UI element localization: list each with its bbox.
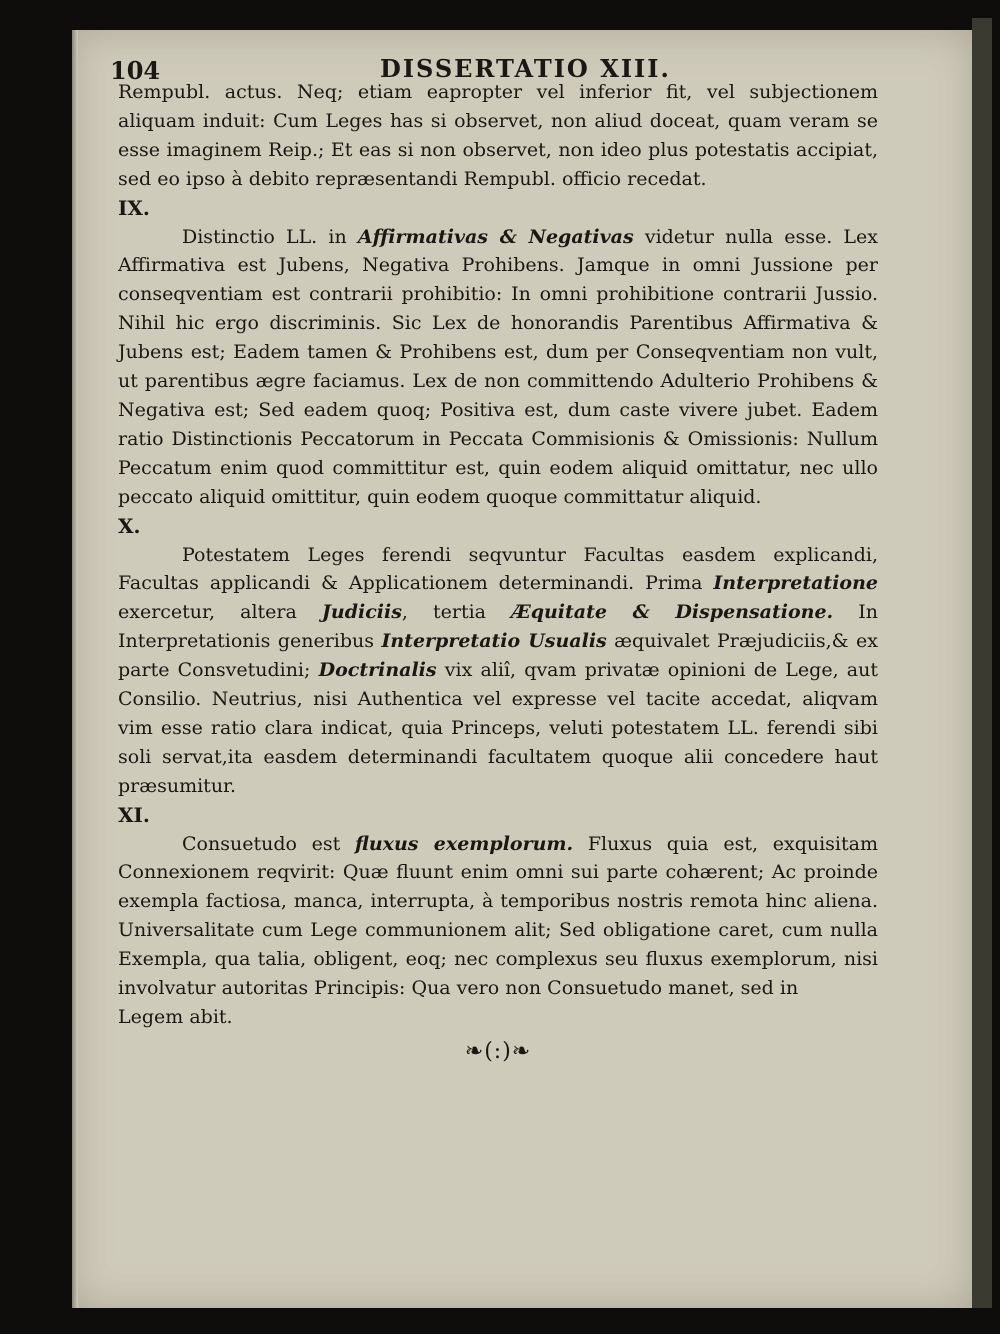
section-9-paragraph (118, 223, 878, 512)
text-run: , tertia (401, 601, 512, 624)
italic-term: Æquitate & Dispensatione. (511, 601, 834, 624)
running-head (110, 46, 810, 85)
page-body (118, 78, 878, 1067)
italic-term: Interpretatione (713, 572, 878, 595)
page-gutter-shadow (72, 30, 78, 1308)
text-run: æquivalet Præjudiciis,& ex parte Consvetudini; (118, 630, 878, 682)
page-number: 104 (110, 56, 161, 85)
text-run: videtur nulla esse. Lex Affirmativa est Jubens, Negativa Prohibens. Jamque in omni Jussione per conseqventiam est contrarii prohibitio: In omni prohibitione contrarii Jussio. Nihil hic ergo discriminis. Sic Lex de honorandis Parentibus Affirmativa & Jubens est; Eadem tamen & Prohibens est, dum per Conseqventiam non vult, ut parentibus ægre faciamus. Lex de non committendo Adulterio Prohibens & Negativa est; Sed eadem quoq; Positiva est, dum caste vivere jubet. Eadem ratio Distinctionis Peccatorum in Peccata Commisionis & Omissionis: Nullum Peccatum enim quod committitur est, quin eodem aliquid omittatur, nec ullo peccato aliquid omittitur, quin eodem quoque committatur aliquid. (118, 225, 879, 508)
section-number-9: IX. (118, 195, 150, 220)
section-11-paragraph (118, 830, 878, 1003)
text-run: exercetur, altera (118, 601, 322, 624)
section-8-continuation: Rempubl. actus. Neq; etiam eapropter vel inferior fit, vel subjectionem aliquam induit: Cum Leges has si observet, non aliud doceat, quam veram se esse imaginem Reip.; Et eas si non observet, non ideo plus potestatis accipiat, sed eo ipso à debito repræsentandi Rempubl. officio recedat. (118, 81, 878, 190)
section-number-11: XI. (118, 802, 150, 827)
scan-background-strip (972, 18, 992, 1308)
italic-term: fluxus exemplorum. (355, 832, 574, 855)
section-10-paragraph (118, 541, 878, 801)
italic-term: Judiciis (321, 601, 402, 624)
italic-term: Affirmativas & Negativas (357, 225, 634, 248)
italic-term: Interpretatio Usualis (381, 630, 607, 653)
text-run: Consuetudo est (182, 832, 356, 855)
section-number-10: X. (118, 513, 141, 538)
running-title: DISSERTATIO XIII. (380, 54, 671, 83)
text-run: Fluxus quia est, exquisitam Connexionem reqvirit: Quæ fluunt enim omni sui parte cohærent; Ac proinde exempla factiosa, manca, interrupta, à temporibus nostris remota hinc aliena. Universalitate cum Lege communionem alit; Sed obligatione caret, cum nulla Exempla, qua talia, obligent, eoq; nec complexus seu fluxus exemplorum, nisi involvatur autoritas Principis: Qua vero non Consuetudo manet, sed in (118, 832, 878, 1000)
text-run: Potestatem Leges ferendi seqvuntur Facultas easdem explicandi, Facultas applicandi & Applicationem determinandi. Prima (118, 543, 878, 595)
section-11-final-line: Legem abit. (118, 1006, 233, 1028)
tailpiece-ornament: ❧(:)❧ (464, 1038, 532, 1064)
italic-term: Doctrinalis (318, 659, 437, 682)
text-run: Distinctio LL. in (182, 225, 358, 248)
text-run: vix aliî, qvam privatæ opinioni de Lege, aut Consilio. Neutrius, nisi Authentica vel expresse vel tacite accedat, aliqvam vim esse ratio clara indicat, quia Princeps, veluti potestatem LL. ferendi sibi soli servat,ita easdem determinandi facultatem quoque alii concedere haut præsumitur. (118, 659, 878, 797)
text-run: In Interpretationis generibus (118, 601, 878, 653)
